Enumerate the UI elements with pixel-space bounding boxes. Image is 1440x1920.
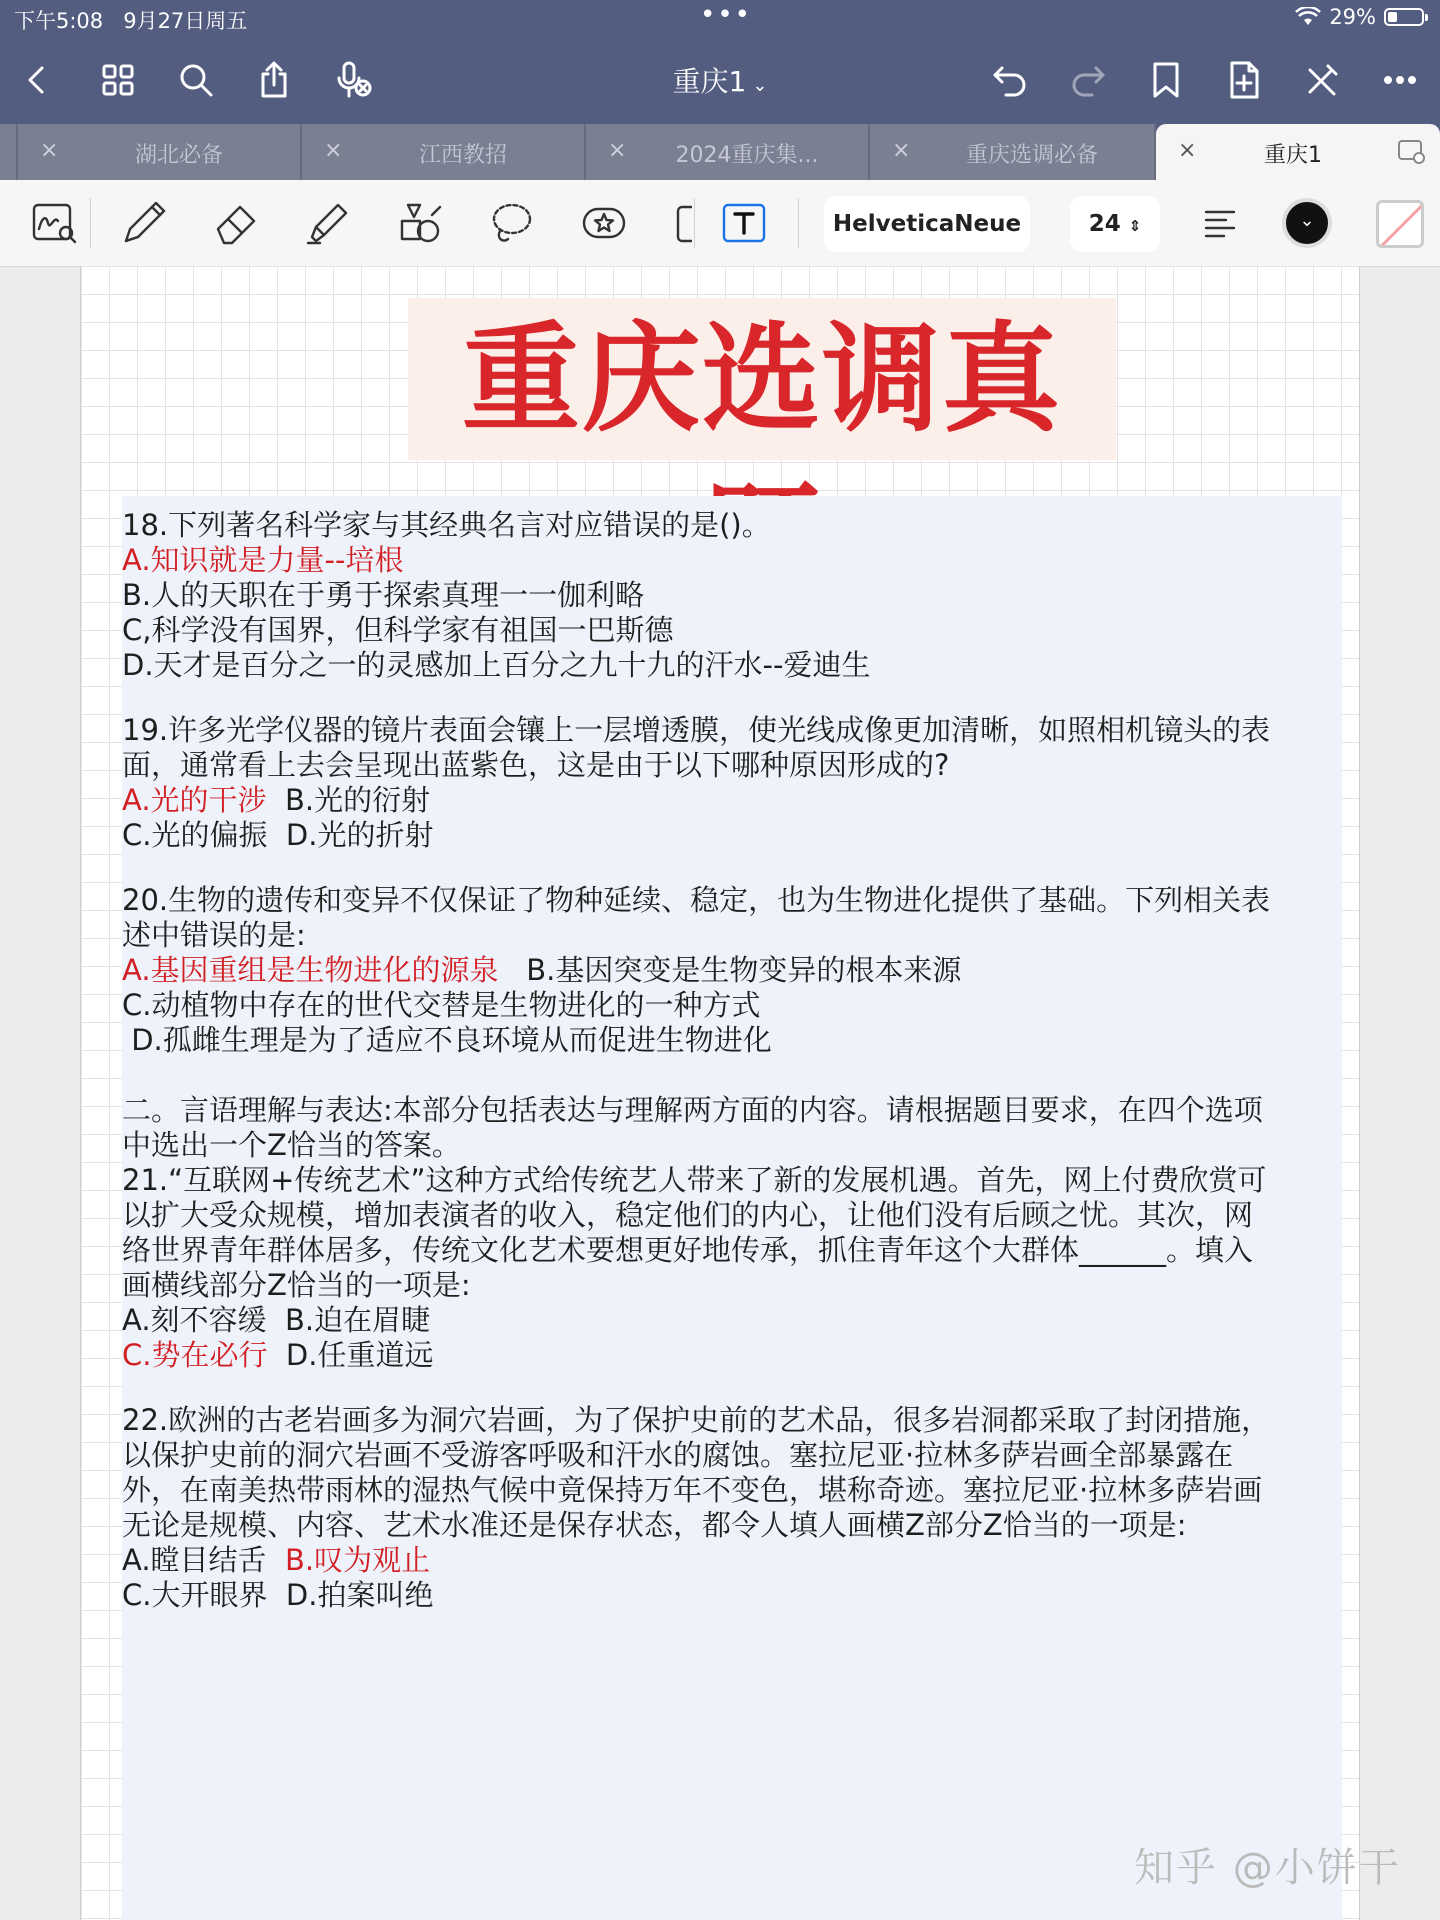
- tab-chongqing-1[interactable]: [1156, 124, 1440, 180]
- text-segment: 面，通常看上去会呈现出蓝紫色，这是由于以下哪种原因形成的?: [122, 748, 950, 782]
- text-segment: C.光的偏振 D.光的折射: [122, 818, 434, 852]
- text-segment: C.大开眼界 D.拍案叫绝: [122, 1578, 434, 1612]
- text-segment: 画横线部分Z恰当的一项是:: [122, 1268, 471, 1302]
- add-page-icon[interactable]: [1222, 58, 1266, 102]
- more-icon[interactable]: [1378, 58, 1422, 102]
- battery-percent: 29%: [1329, 5, 1376, 29]
- text-segment: 述中错误的是:: [122, 918, 306, 952]
- text-segment: B.基因突变是生物变异的根本来源: [498, 953, 962, 987]
- text-segment: C,科学没有国界，但科学家有祖国一巴斯德: [122, 613, 674, 647]
- close-icon[interactable]: ×: [40, 138, 59, 163]
- text-line: [122, 1019, 772, 1062]
- status-bar: [0, 0, 1440, 36]
- font-family-select[interactable]: HelveticaNeue: [824, 196, 1030, 252]
- close-icon[interactable]: ×: [892, 138, 911, 163]
- text-color-button[interactable]: [1282, 198, 1332, 248]
- tab-label: 江西教招: [418, 143, 507, 168]
- new-window-icon[interactable]: [1396, 136, 1426, 166]
- text-line: [122, 644, 870, 687]
- text-segment: B.人的天职在于勇于探索真理一一伽利略: [122, 578, 645, 612]
- text-line: [122, 814, 433, 857]
- pen-icon[interactable]: [118, 197, 170, 249]
- stepper-chevron-icon: ⇕: [1128, 217, 1142, 235]
- text-segment: 以保护史前的洞穴岩画不受游客呼吸和汗水的腐蚀。塞拉尼亚·拉林多萨岩画全部暴露在: [122, 1438, 1234, 1472]
- text-segment: C.动植物中存在的世代交替是生物进化的一种方式: [122, 988, 761, 1022]
- multitask-dots-icon[interactable]: •••: [700, 0, 753, 30]
- camera-icon[interactable]: [668, 197, 692, 249]
- close-icon[interactable]: ×: [1178, 138, 1197, 163]
- text-segment: D.天才是百分之一的灵感加上百分之九十九的汗水--爱迪生: [122, 648, 871, 682]
- font-size-value: 24: [1088, 211, 1121, 237]
- text-segment: 21.“互联网+传统艺术”这种方式给传统艺人带来了新的发展机遇。首先，网上付费欣赏可: [122, 1163, 1267, 1197]
- text-segment: 18.下列著名科学家与其经典名言对应错误的是()。: [122, 508, 771, 542]
- eraser-icon[interactable]: [210, 197, 262, 249]
- tab-label: 重庆选调必备: [965, 143, 1098, 168]
- question-text-box[interactable]: [122, 496, 1342, 1920]
- tab-overflow: [0, 124, 18, 180]
- tab-chongqing-xuandiao[interactable]: [870, 124, 1156, 180]
- redo-icon[interactable]: [1066, 58, 1110, 102]
- document-title[interactable]: 重庆1 ⌄: [672, 65, 768, 98]
- text-segment: 20.生物的遗传和变异不仅保证了物种延续、稳定，也为生物进化提供了基础。下列相关表: [122, 883, 1271, 917]
- answer-highlight: A.基因重组是生物进化的源泉: [122, 953, 499, 987]
- tab-bar: [0, 124, 1440, 180]
- status-time: 下午5:08 9月27日周五: [14, 9, 248, 33]
- nav-bar: [0, 36, 1440, 124]
- text-segment: B.光的衍射: [266, 783, 431, 817]
- text-segment: 以扩大受众规模，增加表演者的收入，稳定他们的内心，让他们没有后顾之忧。其次，网: [122, 1198, 1254, 1232]
- text-segment: A.刻不容缓 B.迫在眉睫: [122, 1303, 431, 1337]
- answer-highlight: B.叹为观止: [284, 1543, 431, 1577]
- handwriting-zoom-icon[interactable]: [28, 197, 80, 249]
- tab-jiangxi[interactable]: [302, 124, 586, 180]
- text-segment: 外，在南美热带雨林的湿热气候中竟保持万年不变色，堪称奇迹。塞拉尼亚·拉林多萨岩画: [122, 1473, 1263, 1507]
- wifi-icon: [1295, 7, 1321, 27]
- bookmark-icon[interactable]: [1144, 58, 1188, 102]
- status-date: 9月27日周五: [123, 9, 248, 33]
- lasso-icon[interactable]: [486, 197, 538, 249]
- text-line: [122, 1574, 433, 1617]
- sticker-icon[interactable]: [578, 197, 630, 249]
- text-segment: D.任重道远: [267, 1338, 434, 1372]
- battery-level: [1388, 12, 1397, 22]
- shapes-icon[interactable]: [394, 197, 446, 249]
- text-segment: 22.欧洲的古老岩画多为洞穴岩画，为了保护史前的艺术品，很多岩洞都采取了封闭措施，: [122, 1403, 1271, 1437]
- drawing-toolbar: [0, 180, 1440, 267]
- text-segment: D.孤雌生理是为了适应不良环境从而促进生物进化: [122, 1023, 772, 1057]
- text-segment: A.瞠目结舌: [122, 1543, 285, 1577]
- close-icon[interactable]: ×: [608, 138, 627, 163]
- fill-none-button[interactable]: [1376, 200, 1424, 248]
- undo-icon[interactable]: [988, 58, 1032, 102]
- text-segment: 中选出一个Z恰当的答案。: [122, 1128, 461, 1162]
- watermark: 知乎 @小饼干: [1134, 1845, 1401, 1891]
- text-segment: 二。言语理解与表达:本部分包括表达与理解两方面的内容。请根据题目要求，在四个选项: [122, 1093, 1263, 1127]
- tab-label: 重庆1: [1264, 143, 1322, 168]
- close-icon[interactable]: ×: [324, 138, 343, 163]
- chevron-down-icon: ⌄: [752, 75, 768, 96]
- tab-label: 湖北必备: [134, 143, 223, 168]
- tab-hubei[interactable]: [18, 124, 302, 180]
- text-segment: 无论是规模、内容、艺术水准还是保存状态，都令人填人画横Z部分Z恰当的一项是:: [122, 1508, 1187, 1542]
- align-left-icon[interactable]: [1194, 197, 1246, 249]
- chevron-down-icon: ⌄: [1299, 210, 1315, 231]
- close-pen-icon[interactable]: [1300, 58, 1344, 102]
- answer-highlight: A.知识就是力量--培根: [122, 543, 404, 577]
- answer-highlight: A.光的干涉: [122, 783, 267, 817]
- tab-chongqing-collection[interactable]: [586, 124, 870, 180]
- text-line: [122, 1334, 433, 1377]
- text-segment: 19.许多光学仪器的镜片表面会镶上一层增透膜，使光线成像更加清晰，如照相机镜头的表: [122, 713, 1271, 747]
- font-size-select[interactable]: [1070, 196, 1160, 252]
- text-tool-icon[interactable]: [718, 197, 770, 249]
- text-segment: 络世界青年群体居多，传统文化艺术要想更好地传承，抓住青年这个大群体______。填入: [122, 1233, 1254, 1267]
- battery-icon: [1384, 8, 1424, 26]
- answer-highlight: C.势在必行: [122, 1338, 268, 1372]
- highlighter-icon[interactable]: [302, 197, 354, 249]
- tab-label: 2024重庆集...: [675, 143, 819, 168]
- page-title: 重庆选调真: [408, 298, 1116, 460]
